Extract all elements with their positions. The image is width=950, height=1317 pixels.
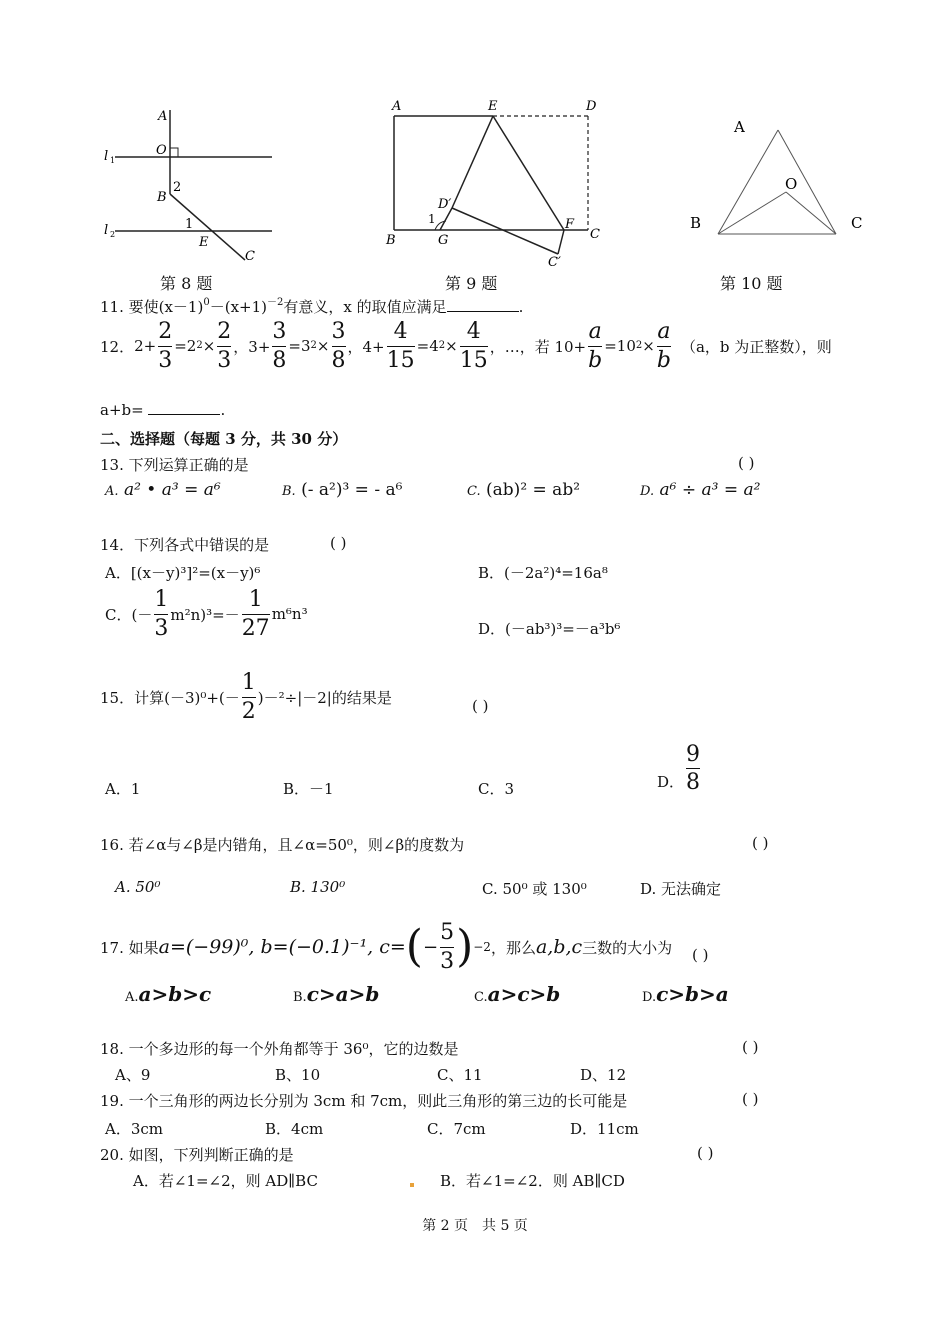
option-B[interactable]: B．－1 (283, 780, 334, 798)
answer-paren[interactable]: ( ) (697, 1144, 714, 1162)
question-16-stem: 16. 若∠α与∠β是内错角，且∠α=50⁰，则∠β的度数为 (100, 836, 465, 854)
option-B[interactable]: B. (- a²)³ = - a⁶ (282, 480, 403, 500)
figure-9-caption: 第 9 题 (445, 274, 498, 293)
svg-text:1: 1 (110, 156, 116, 165)
option-A[interactable]: A．1 (105, 780, 141, 798)
option-A[interactable]: A. a² • a³ = a⁶ (105, 480, 221, 500)
option-A[interactable]: A．3cm (105, 1120, 164, 1138)
answer-paren[interactable]: ( ) (472, 697, 489, 715)
label-A: A (734, 118, 745, 136)
option-A[interactable]: A．[(x－y)³]²=(x－y)⁶ (105, 564, 261, 582)
stray-dot (410, 1183, 414, 1187)
question-19-stem: 19. 一个三角形的两边长分别为 3cm 和 7cm，则此三角形的第三边的长可能是 (100, 1092, 628, 1110)
answer-paren[interactable]: ( ) (692, 946, 709, 964)
question-15-stem: 15．计算(－3)⁰+(－ $\frac{1}{2}$ )－²÷|－2|的结果是 (100, 670, 392, 724)
option-A[interactable]: A、9 (115, 1066, 151, 1084)
question-12-answer: a+b= . (100, 401, 226, 419)
label-angle-1: 1 (185, 217, 194, 232)
label-F: F (565, 217, 575, 232)
label-E: E (199, 235, 209, 250)
answer-blank[interactable] (447, 297, 519, 312)
option-D[interactable]: D. 无法确定 (640, 880, 722, 898)
label-l1: l (104, 149, 109, 164)
option-B[interactable]: B.c>a>b (293, 982, 380, 1006)
option-B[interactable]: B．4cm (265, 1120, 324, 1138)
option-C[interactable]: C．3 (478, 780, 515, 798)
question-11: 11. 要使$(x-1)^0-(x+1)^{-2}$有意义，x 的取值应满足 . (100, 297, 524, 316)
option-A[interactable]: A. 50⁰ (115, 878, 161, 896)
figure-8 (100, 100, 290, 270)
option-C[interactable]: C.a>c>b (474, 982, 561, 1006)
option-C[interactable]: C. (ab)² = ab² (467, 480, 581, 500)
label-O: O (156, 143, 167, 158)
section-heading: 二、选择题（每题 3 分，共 30 分） (100, 430, 348, 448)
option-D[interactable]: D.c>b>a (642, 982, 729, 1006)
option-D[interactable]: D．(－ab³)³=－a³b⁶ (478, 620, 621, 638)
option-B[interactable]: B．(－2a²)⁴=16a⁸ (478, 564, 608, 582)
option-C[interactable]: C．(－ $\frac{1}{3}$ m²n)³=－ $\frac{1}{27}$ m⁶n³ (105, 587, 308, 641)
label-B: B (157, 190, 167, 205)
label-G: G (438, 233, 449, 248)
answer-paren[interactable]: ( ) (742, 1038, 759, 1056)
label-D: D (586, 99, 597, 114)
question-18-stem: 18. 一个多边形的每一个外角都等于 36⁰，它的边数是 (100, 1040, 459, 1058)
label-C: C (851, 214, 863, 232)
answer-paren[interactable]: ( ) (752, 834, 769, 852)
page-footer: 第 2 页 共 5 页 (422, 1218, 528, 1234)
option-B[interactable]: B、10 (275, 1066, 321, 1084)
option-D[interactable]: D．11cm (570, 1120, 639, 1138)
option-D[interactable]: D、12 (580, 1066, 627, 1084)
figure-8-caption: 第 8 题 (160, 274, 213, 293)
option-A[interactable]: A．若∠1=∠2，则 AD∥BC (133, 1172, 318, 1190)
label-C: C (590, 227, 600, 242)
question-14-stem: 14．下列各式中错误的是 (100, 536, 270, 554)
option-B[interactable]: B．若∠1=∠2．则 AB∥CD (440, 1172, 625, 1190)
question-12: 12． 2+ $\frac{2}{3}$ =2 2 × $\frac{2}{3}$ ，3+ $\frac{3}{8}$ =3 2 × $\frac{3}{8}$ ，4+ $\frac{4}{15}$ =4 2 × $\frac{4}{15}$ ，…，若 10+ $\frac{a}{b}$ =10 2 × $\frac{a}{b}$ （a，b 为正整数），则 (100, 319, 832, 373)
question-13-stem: 13. 下列运算正确的是 (100, 456, 249, 474)
answer-paren[interactable]: ( ) (742, 1090, 759, 1108)
option-B[interactable]: B. 130⁰ (290, 878, 346, 896)
answer-paren[interactable]: ( ) (330, 534, 347, 552)
label-B: B (386, 233, 396, 248)
label-angle-2: 2 (173, 180, 182, 195)
label-D-prime: D′ (438, 197, 452, 212)
question-17-stem: 17. 如果 a=(−99)⁰, b=(−0.1)⁻¹, c= ( − $\frac{5}{3}$ ) −2 ，那么 a,b,c 三数的大小为 (100, 920, 673, 974)
label-angle-1: 1 (428, 212, 436, 226)
figure-10 (680, 112, 880, 242)
svg-text:2: 2 (110, 230, 116, 239)
question-20-stem: 20. 如图，下列判断正确的是 (100, 1146, 294, 1164)
figure-10-caption: 第 10 题 (720, 274, 783, 293)
label-C: C (245, 249, 255, 264)
label-l2: l (104, 223, 109, 238)
option-A[interactable]: A.a>b>c (125, 982, 212, 1006)
label-E: E (488, 99, 498, 114)
option-D[interactable]: D． $\frac{9}{8}$ (657, 741, 701, 795)
answer-paren[interactable]: ( ) (738, 454, 755, 472)
option-C[interactable]: C、11 (437, 1066, 483, 1084)
label-B: B (690, 214, 702, 232)
option-C[interactable]: C. 50⁰ 或 130⁰ (482, 880, 587, 898)
option-D[interactable]: D. a⁶ ÷ a³ = a² (640, 480, 761, 500)
label-A: A (392, 99, 402, 114)
figure-9 (380, 98, 610, 268)
label-C-prime: C′ (548, 255, 561, 268)
option-C[interactable]: C．7cm (427, 1120, 486, 1138)
label-O: O (785, 175, 798, 193)
label-A: A (158, 109, 168, 124)
answer-blank[interactable] (148, 400, 220, 415)
